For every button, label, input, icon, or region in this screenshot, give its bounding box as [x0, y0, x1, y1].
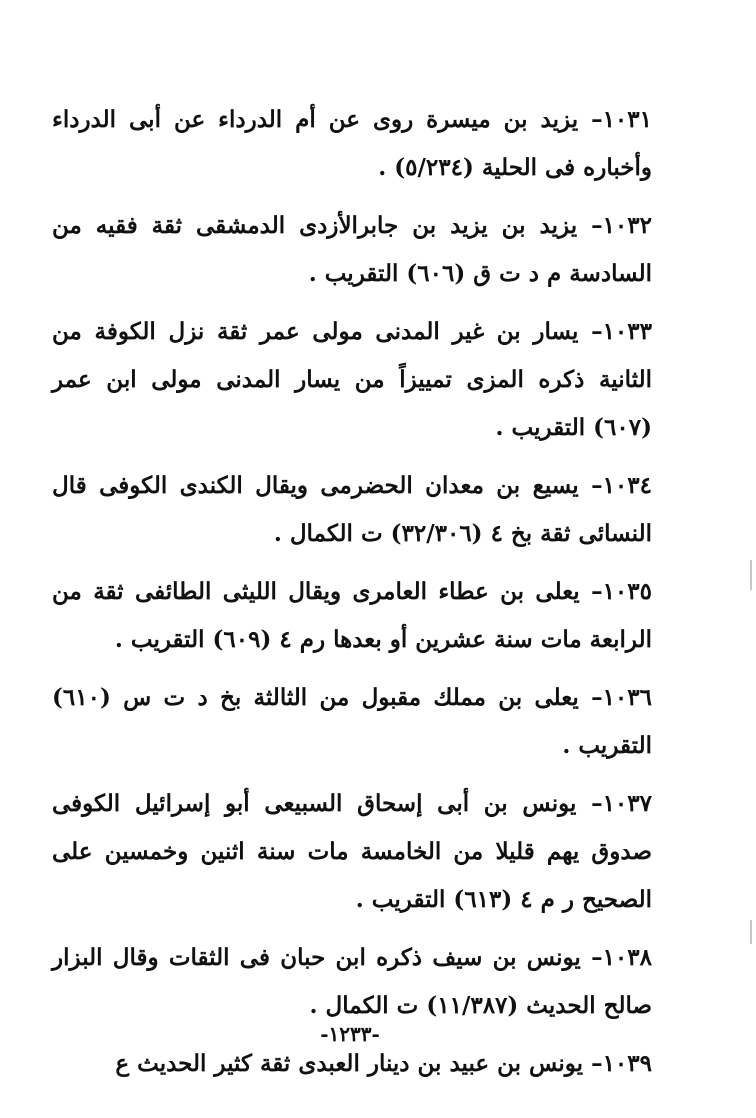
entry-number: ١٠٣١ — [602, 106, 652, 133]
entry-text: – يونس بن سيف ذكره ابن حبان فى الثقات وقال البزار صالح الحديث (١١/٣٨٧) ت الكمال . — [52, 944, 652, 1019]
entry-1039 — [52, 1040, 652, 1088]
entry-1038 — [52, 934, 652, 1030]
entry-text: – يزيد بن يزيد بن جابرالأزدى الدمشقى ثقة فقيه من السادسة م د ت ق (٦٠٦) التقريب . — [52, 212, 652, 287]
entry-1033 — [52, 308, 652, 452]
entry-number: ١٠٣٤ — [602, 472, 652, 499]
scan-edge-mark — [750, 560, 752, 590]
entry-1032 — [52, 202, 652, 298]
entry-text: – يعلى بن مملك مقبول من الثالثة بخ د ت س (٦١٠) التقريب . — [52, 684, 652, 759]
entry-number: ١٠٣٣ — [602, 318, 652, 345]
page-number: -١٢٣٣- — [320, 1022, 380, 1046]
entry-text: – يزيد بن ميسرة روى عن أم الدرداء عن أبى الدرداء وأخباره فى الحلية (٥/٢٣٤) . — [52, 106, 652, 181]
entry-1035 — [52, 568, 652, 664]
entry-number: ١٠٣٨ — [602, 944, 652, 971]
entry-number: ١٠٣٩ — [602, 1050, 652, 1077]
entry-1037 — [52, 780, 652, 924]
entry-text: – يسار بن غير المدنى مولى عمر ثقة نزل الكوفة من الثانية ذكره المزى تمييزاً من يسار المدنى مولى ابن عمر (٦٠٧) التقريب . — [52, 318, 652, 441]
entry-number: ١٠٣٢ — [602, 212, 652, 239]
entry-number: ١٠٣٧ — [602, 790, 652, 817]
entry-text: – يعلى بن عطاء العامرى ويقال الليثى الطائفى ثقة من الرابعة مات سنة عشرين أو بعدها رم ٤ (٦٠٩) التقريب . — [52, 578, 652, 653]
entry-text: – يونس بن أبى إسحاق السبيعى أبو إسرائيل الكوفى صدوق يهم قليلا من الخامسة مات سنة اثنين وخمسين على الصحيح ر م ٤ (٦١٣) التقريب . — [52, 790, 652, 913]
entry-text: – يونس بن عبيد بن دينار العبدى ثقة كثير الحديث ع — [115, 1050, 603, 1077]
entry-text: – يسيع بن معدان الحضرمى ويقال الكندى الكوفى قال النسائى ثقة بخ ٤ (٣٢/٣٠٦) ت الكمال . — [52, 472, 652, 547]
entry-1036 — [52, 674, 652, 770]
entry-1034 — [52, 462, 652, 558]
entry-number: ١٠٣٥ — [602, 578, 652, 605]
scan-edge-mark — [750, 920, 752, 944]
biography-entries — [52, 96, 652, 1088]
entry-1031 — [52, 96, 652, 192]
entry-number: ١٠٣٦ — [602, 684, 652, 711]
